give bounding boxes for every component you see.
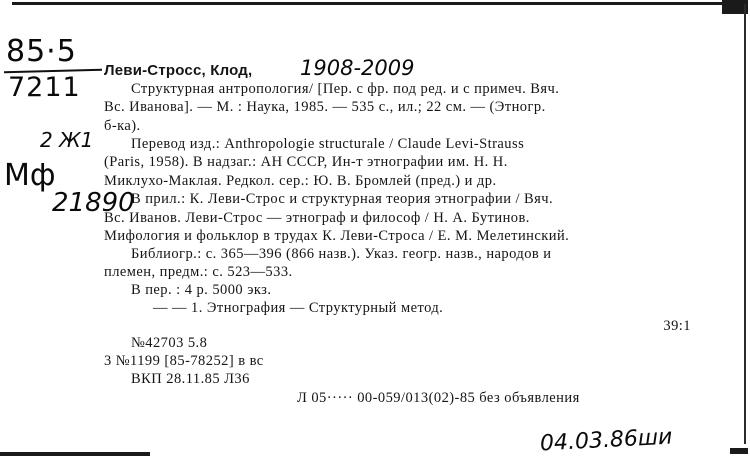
inventory-number: 21890: [52, 188, 135, 218]
record-line: племен, предм.: с. 523—533.: [104, 264, 293, 280]
card-right-edge: [744, 4, 746, 444]
author-life-dates: 1908-2009: [300, 56, 415, 80]
record-line: Перевод изд.: Anthropologie structurale / Claude Levi-Strauss: [131, 136, 525, 152]
record-line: В пер. : 4 р. 5000 экз.: [131, 282, 272, 298]
call-number-bottom: 7211: [8, 72, 81, 103]
vkp-line: ВКП 28.11.85 Л36: [131, 371, 250, 387]
subject-headings: — — 1. Этнография — Структурный метод.: [153, 300, 444, 316]
record-line: Структурная антропология/ [Пер. с фр. под ред. и с примеч. Вяч.: [131, 81, 560, 97]
record-line: Мифология и фольклор в трудах К. Леви-Строса / Е. М. Мелетинский.: [104, 228, 570, 244]
card-top-edge: [12, 2, 728, 5]
receipt-date-suffix: ши: [637, 424, 673, 452]
shelf-sigil: 2 Ж1: [40, 128, 94, 152]
order-number: №42703 5.8: [131, 335, 208, 351]
record-line: (Paris, 1958). В надзаг.: АН СССР, Ин-т этнографии им. Н. Н.: [104, 154, 508, 170]
registry-number: 3 №1199 [85-78252] в вс: [104, 353, 264, 369]
record-line: б-ка).: [104, 118, 141, 134]
card-bottom-edge: [0, 452, 150, 456]
record-line: Вс. Иванова]. — М. : Наука, 1985. — 535 с., ил.; 22 см. — (Этногр.: [104, 99, 546, 115]
location-code: Мф: [4, 158, 56, 193]
classification-index: 39:1: [663, 318, 691, 334]
record-line: Библиогр.: с. 365—396 (866 назв.). Указ. геогр. назв., народов и: [131, 246, 552, 262]
isbn-line: Л 05····· 00-059/013(02)-85 без объявления: [297, 390, 580, 406]
card-bottom-corner: [730, 448, 748, 454]
author-heading: Леви-Стросс, Клод,: [104, 62, 253, 79]
record-line: В прил.: К. Леви-Строс и структурная теория этнографии / Вяч.: [131, 191, 554, 207]
record-line: Вс. Иванов. Леви-Строс — этнограф и философ / Н. А. Бутинов.: [104, 210, 530, 226]
call-number-top: 85·5: [6, 34, 77, 69]
receipt-date: [539, 425, 673, 457]
receipt-date-value: 04.03.86: [539, 426, 639, 457]
record-line: Миклухо-Маклая. Редкол. сер.: Ю. В. Бромлей (пред.) и др.: [104, 173, 497, 189]
